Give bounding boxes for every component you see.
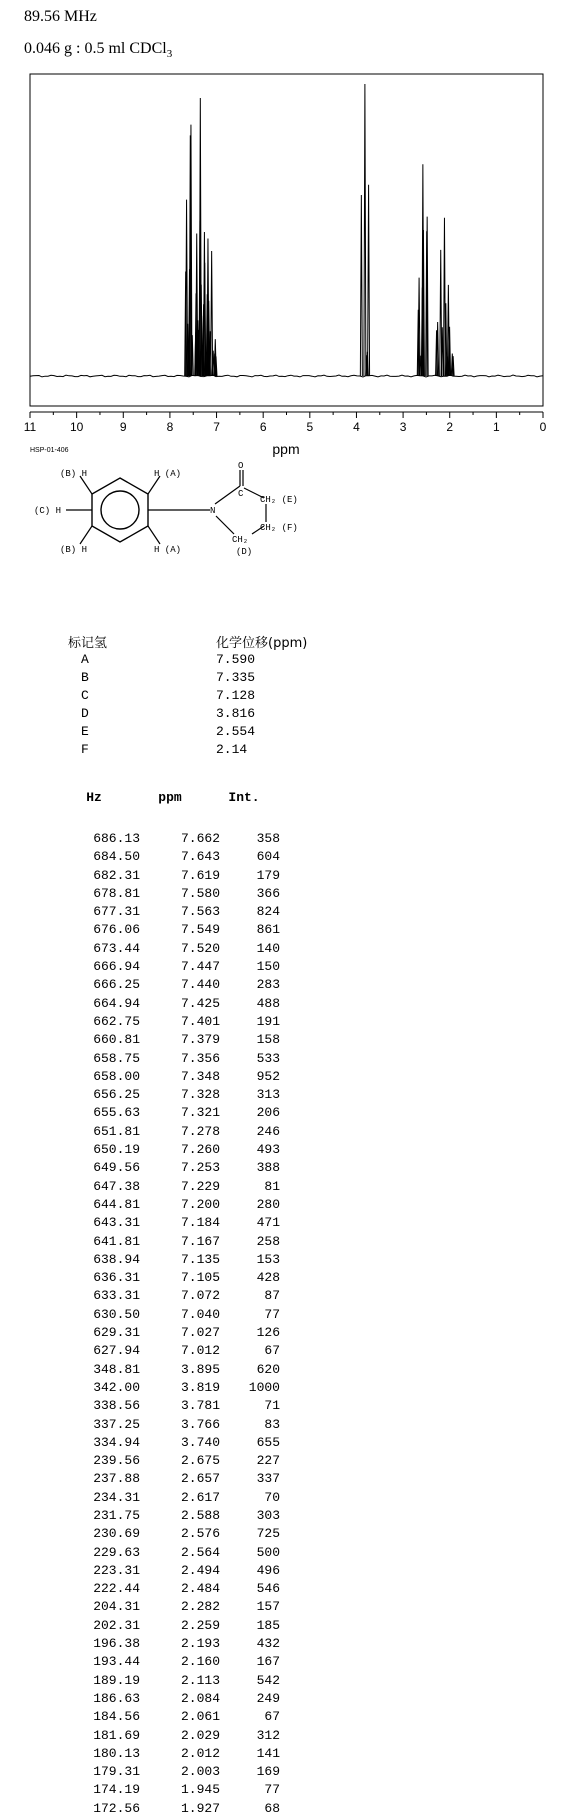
peak-cell-ppm: 2.029 [180,1727,220,1743]
peak-cell-hz: 650.19 [93,1142,140,1158]
assignment-label: D [81,706,89,721]
peak-cell-hz: 677.31 [93,904,140,920]
peak-cell-ppm: 2.282 [180,1599,220,1615]
peak-row [60,1086,280,1104]
peak-cell-int: 71 [264,1398,280,1414]
peak-cell-int: 471 [256,1215,280,1231]
peak-cell-hz: 627.94 [93,1343,140,1359]
peak-row [60,1635,280,1653]
peak-cell-hz: 629.31 [93,1325,140,1341]
peak-cell-hz: 222.44 [93,1581,140,1597]
x-tick-label: 1 [493,420,500,434]
peak-row [60,1562,280,1580]
peak-cell-ppm: 3.740 [180,1434,220,1450]
peak-cell-hz: 684.50 [93,849,140,865]
label-nitrogen: N [210,506,216,516]
peak-row [60,1397,280,1415]
peak-cell-ppm: 7.184 [180,1215,220,1231]
peak-row [60,1598,280,1616]
label-b-h-bottom: (B) H [60,545,88,555]
peak-cell-ppm: 7.278 [180,1123,220,1139]
peak-cell-ppm: 2.193 [180,1636,220,1652]
sample-text: 0.046 g : 0.5 ml CDCl [24,40,167,57]
peak-cell-ppm: 2.657 [180,1471,220,1487]
peak-cell-ppm: 1.945 [180,1782,220,1798]
peak-cell-hz: 338.56 [93,1398,140,1414]
peak-cell-ppm: 2.113 [180,1672,220,1688]
peak-cell-int: 1000 [248,1379,280,1395]
peak-cell-hz: 656.25 [93,1087,140,1103]
peak-header-hz: Hz [86,790,102,805]
peak-cell-ppm: 7.027 [180,1325,220,1341]
peak-cell-ppm: 7.662 [180,831,220,846]
peak-cell-hz: 172.56 [93,1800,140,1816]
peak-row [60,1544,280,1562]
peak-row [60,1745,280,1763]
peak-cell-int: 70 [264,1489,280,1505]
peak-row [60,976,280,994]
peak-cell-int: 179 [256,867,280,883]
peak-cell-int: 126 [256,1325,280,1341]
peak-cell-hz: 666.25 [93,977,140,993]
peak-cell-hz: 179.31 [93,1764,140,1780]
spectrum-baseline [30,375,543,377]
spectrum-trace-group [30,84,543,377]
peak-cell-ppm: 7.401 [180,1013,220,1029]
peak-cell-hz: 193.44 [93,1654,140,1670]
molecule-structure [30,461,330,610]
peak-cell-int: 67 [264,1343,280,1359]
peak-cell-ppm: 7.040 [180,1306,220,1322]
peak-row [60,1342,280,1360]
label-ch2-f: CH₂ (F) [260,523,298,533]
peak-cell-ppm: 2.494 [180,1562,220,1578]
assignment-label: B [81,670,89,685]
peak-row [60,885,280,903]
peak-row [60,1123,280,1141]
peak-cell-hz: 189.19 [93,1672,140,1688]
peak-cell-int: 655 [256,1434,280,1450]
peak-row [60,1050,280,1068]
peak-row [60,1269,280,1287]
peak-cell-int: 546 [256,1581,280,1597]
peak-row [60,1653,280,1671]
peak-row [60,903,280,921]
peak-cell-int: 77 [264,1782,280,1798]
peak-header-ppm: ppm [158,790,182,805]
peak-row [60,940,280,958]
peak-cell-ppm: 2.588 [180,1507,220,1523]
peak-row [60,1196,280,1214]
x-tick-label: 11 [23,420,37,434]
peak-cell-ppm: 7.200 [180,1196,220,1212]
assignment-row [68,706,307,724]
peak-cell-ppm: 7.379 [180,1032,220,1048]
peak-cell-ppm: 2.259 [180,1617,220,1633]
peak-row [60,1507,280,1525]
peak-cell-int: 303 [256,1507,280,1523]
assignment-row [68,670,307,688]
peak-cell-int: 533 [256,1050,280,1066]
peak-cell-ppm: 1.927 [180,1800,220,1816]
peak-cell-int: 428 [256,1270,280,1286]
peak-row [60,1104,280,1122]
peak-row [60,1416,280,1434]
peak-cell-hz: 237.88 [93,1471,140,1487]
peak-cell-int: 952 [256,1068,280,1084]
spectrum-peak [368,185,370,376]
peak-cell-hz: 641.81 [93,1233,140,1249]
peak-cell-ppm: 7.321 [180,1105,220,1121]
peak-cell-ppm: 7.105 [180,1270,220,1286]
peak-cell-ppm: 7.135 [180,1251,220,1267]
peak-cell-ppm: 7.167 [180,1233,220,1249]
peak-cell-ppm: 2.003 [180,1764,220,1780]
peak-cell-ppm: 7.580 [180,885,220,901]
benzene-ring [92,478,148,542]
spectrometer-frequency: 89.56 MHz [24,8,97,25]
peak-cell-int: 67 [264,1709,280,1725]
peak-cell-hz: 658.00 [93,1068,140,1084]
peak-cell-hz: 342.00 [93,1379,140,1395]
peak-cell-hz: 636.31 [93,1270,140,1286]
peak-cell-int: 258 [256,1233,280,1249]
label-c-h: (C) H [34,506,62,516]
peak-cell-int: 388 [256,1160,280,1176]
peak-cell-hz: 348.81 [93,1361,140,1377]
peak-row [60,1580,280,1598]
assignment-label: E [81,724,89,739]
peak-cell-int: 432 [256,1636,280,1652]
peak-cell-hz: 660.81 [93,1032,140,1048]
peak-cell-hz: 174.19 [93,1782,140,1798]
label-b-h-top: (B) H [60,469,88,479]
peak-cell-hz: 202.31 [93,1617,140,1633]
assignment-table [68,632,307,760]
peak-cell-hz: 229.63 [93,1544,140,1560]
peak-cell-hz: 643.31 [93,1215,140,1231]
peak-cell-ppm: 7.356 [180,1050,220,1066]
peak-cell-ppm: 7.643 [180,849,220,865]
peak-row [60,1470,280,1488]
label-ch2-d: CH₂ [232,535,249,545]
peak-row [60,1800,280,1818]
assignment-rows [68,652,307,760]
peak-cell-ppm: 7.520 [180,940,220,956]
spectrum-id: HSP-01-406 [30,447,69,454]
peak-cell-int: 81 [264,1178,280,1194]
peak-cell-hz: 655.63 [93,1105,140,1121]
x-tick-label: 6 [259,420,267,434]
x-tick-label: 9 [119,420,127,434]
label-carbonyl-carbon: C [238,489,244,499]
bonds [66,470,266,544]
peak-row [60,1617,280,1635]
peak-cell-hz: 196.38 [93,1636,140,1652]
peak-cell-int: 157 [256,1599,280,1615]
peak-row [60,1214,280,1232]
peak-row [60,1031,280,1049]
peak-row [60,1159,280,1177]
peak-cell-hz: 666.94 [93,959,140,975]
assignment-shift: 7.335 [216,670,256,685]
assignment-header-label: 标记氢 [68,636,108,651]
assignment-label: A [81,652,89,667]
peak-cell-int: 185 [256,1617,280,1633]
x-tick-label: 2 [446,420,454,434]
peak-cell-ppm: 3.766 [180,1416,220,1432]
peak-cell-hz: 186.63 [93,1690,140,1706]
peak-cell-hz: 644.81 [93,1196,140,1212]
peak-cell-ppm: 7.260 [180,1142,220,1158]
peak-cell-hz: 647.38 [93,1178,140,1194]
assignment-row [68,742,307,760]
spectrum-peak [364,84,366,376]
peak-cell-int: 87 [264,1288,280,1304]
peak-cell-int: 861 [256,922,280,938]
x-tick-label: 0 [539,420,547,434]
peak-cell-int: 246 [256,1123,280,1139]
peak-cell-hz: 662.75 [93,1013,140,1029]
peak-cell-hz: 234.31 [93,1489,140,1505]
label-oxygen: O [238,461,244,471]
assignment-shift: 2.14 [216,742,248,757]
peak-cell-ppm: 2.061 [180,1709,220,1725]
peak-cell-ppm: 3.781 [180,1398,220,1414]
peak-row [60,1727,280,1745]
peak-row [60,921,280,939]
peak-cell-hz: 686.13 [93,831,140,846]
peak-cell-ppm: 7.328 [180,1087,220,1103]
peak-cell-int: 542 [256,1672,280,1688]
peak-row [60,1708,280,1726]
peak-cell-hz: 337.25 [93,1416,140,1432]
peak-table-header [60,790,280,830]
peak-cell-int: 153 [256,1251,280,1267]
peak-cell-int: 366 [256,885,280,901]
peak-cell-ppm: 2.484 [180,1581,220,1597]
peak-cell-int: 824 [256,904,280,920]
peak-row [60,1178,280,1196]
peak-row [60,1434,280,1452]
assignment-header-shift: 化学位移(ppm) [216,636,308,651]
peak-cell-int: 312 [256,1727,280,1743]
peak-cell-hz: 676.06 [93,922,140,938]
x-tick-label: 7 [213,420,220,434]
peak-cell-int: 150 [256,959,280,975]
peak-header-int: Int. [228,790,260,805]
peak-cell-hz: 184.56 [93,1709,140,1725]
peak-cell-ppm: 7.440 [180,977,220,993]
peak-cell-ppm: 2.675 [180,1453,220,1469]
spectrum-peak [211,251,213,376]
assignment-row [68,688,307,706]
peak-cell-ppm: 2.564 [180,1544,220,1560]
peak-row [60,1781,280,1799]
peak-cell-ppm: 7.619 [180,867,220,883]
peak-cell-ppm: 7.447 [180,959,220,975]
peak-row [60,1361,280,1379]
peak-cell-int: 337 [256,1471,280,1487]
peak-row [60,1690,280,1708]
assignment-shift: 7.590 [216,652,256,667]
peak-cell-int: 191 [256,1013,280,1029]
peak-rows [60,830,280,1818]
peak-row [60,1251,280,1269]
sample-subscript: 3 [166,48,173,61]
peak-cell-ppm: 7.253 [180,1160,220,1176]
peak-cell-int: 141 [256,1745,280,1761]
peak-cell-hz: 204.31 [93,1599,140,1615]
peak-row [60,1013,280,1031]
label-h-a-bottom: H (A) [154,545,182,555]
peak-cell-hz: 239.56 [93,1453,140,1469]
peak-row [60,848,280,866]
peak-row [60,1141,280,1159]
peak-row [60,1452,280,1470]
peak-cell-hz: 658.75 [93,1050,140,1066]
assignment-row [68,724,307,742]
peak-cell-int: 496 [256,1562,280,1578]
peak-cell-int: 140 [256,940,280,956]
peak-cell-int: 167 [256,1654,280,1670]
assignment-header [68,632,307,652]
peak-cell-int: 493 [256,1142,280,1158]
peak-cell-hz: 673.44 [93,940,140,956]
peak-cell-hz: 181.69 [93,1727,140,1743]
assignment-shift: 2.554 [216,724,256,739]
peak-cell-hz: 678.81 [93,885,140,901]
x-tick-label: 4 [353,420,360,434]
label-d: (D) [236,547,253,557]
x-axis-label: ppm [272,441,300,457]
peak-cell-hz: 651.81 [93,1123,140,1139]
plot-frame [30,74,543,406]
peak-cell-ppm: 2.012 [180,1745,220,1761]
peak-cell-int: 83 [264,1416,280,1432]
peak-cell-hz: 180.13 [93,1745,140,1761]
peak-cell-hz: 230.69 [93,1526,140,1542]
assignment-label: C [81,688,89,703]
peak-row [60,1233,280,1251]
assignment-row [68,652,307,670]
peak-cell-ppm: 7.229 [180,1178,220,1194]
peak-cell-int: 604 [256,849,280,865]
peak-cell-ppm: 7.425 [180,995,220,1011]
peak-cell-hz: 334.94 [93,1434,140,1450]
peak-cell-int: 488 [256,995,280,1011]
peak-cell-int: 169 [256,1764,280,1780]
peak-cell-int: 280 [256,1196,280,1212]
peak-cell-ppm: 3.819 [180,1379,220,1395]
label-ch2-e: CH₂ (E) [260,495,298,505]
peak-cell-int: 206 [256,1105,280,1121]
peak-cell-ppm: 7.072 [180,1288,220,1304]
peak-cell-ppm: 7.348 [180,1068,220,1084]
peak-cell-hz: 630.50 [93,1306,140,1322]
peak-cell-ppm: 7.563 [180,904,220,920]
peak-row [60,830,280,848]
peak-cell-int: 249 [256,1690,280,1706]
x-tick-label: 5 [306,420,314,434]
peak-row [60,1324,280,1342]
peak-cell-int: 358 [256,831,280,846]
peak-row [60,1068,280,1086]
peak-cell-int: 227 [256,1453,280,1469]
peak-cell-int: 68 [264,1800,280,1816]
x-axis [24,412,547,434]
peak-row [60,1672,280,1690]
peak-row [60,995,280,1013]
peak-table [60,790,280,1818]
peak-cell-ppm: 2.576 [180,1526,220,1542]
label-h-a-top: H (A) [154,469,182,479]
peak-row [60,1306,280,1324]
peak-row [60,1525,280,1543]
peak-row [60,1379,280,1397]
peak-row [60,867,280,885]
peak-cell-int: 500 [256,1544,280,1560]
peak-cell-hz: 649.56 [93,1160,140,1176]
peak-row [60,1287,280,1305]
peak-cell-int: 158 [256,1032,280,1048]
peak-cell-int: 725 [256,1526,280,1542]
peak-cell-hz: 223.31 [93,1562,140,1578]
peak-cell-hz: 231.75 [93,1507,140,1523]
peak-cell-ppm: 2.084 [180,1690,220,1706]
assignment-shift: 7.128 [216,688,256,703]
x-tick-label: 3 [399,420,407,434]
peak-row [60,958,280,976]
peak-cell-ppm: 2.617 [180,1489,220,1505]
peak-cell-hz: 682.31 [93,867,140,883]
peak-cell-int: 620 [256,1361,280,1377]
assignment-label: F [81,742,89,757]
peak-row [60,1489,280,1507]
peak-cell-ppm: 3.895 [180,1361,220,1377]
peak-cell-ppm: 7.549 [180,922,220,938]
peak-cell-hz: 664.94 [93,995,140,1011]
peak-cell-int: 77 [264,1306,280,1322]
x-tick-label: 8 [166,420,174,434]
spectrum-peak [360,195,362,376]
peak-cell-hz: 633.31 [93,1288,140,1304]
peak-cell-ppm: 2.160 [180,1654,220,1670]
x-tick-label: 10 [69,420,84,434]
peak-cell-hz: 638.94 [93,1251,140,1267]
peak-cell-int: 313 [256,1087,280,1103]
peak-row [60,1763,280,1781]
peak-cell-ppm: 7.012 [180,1343,220,1359]
assignment-shift: 3.816 [216,706,256,721]
peak-cell-int: 283 [256,977,280,993]
